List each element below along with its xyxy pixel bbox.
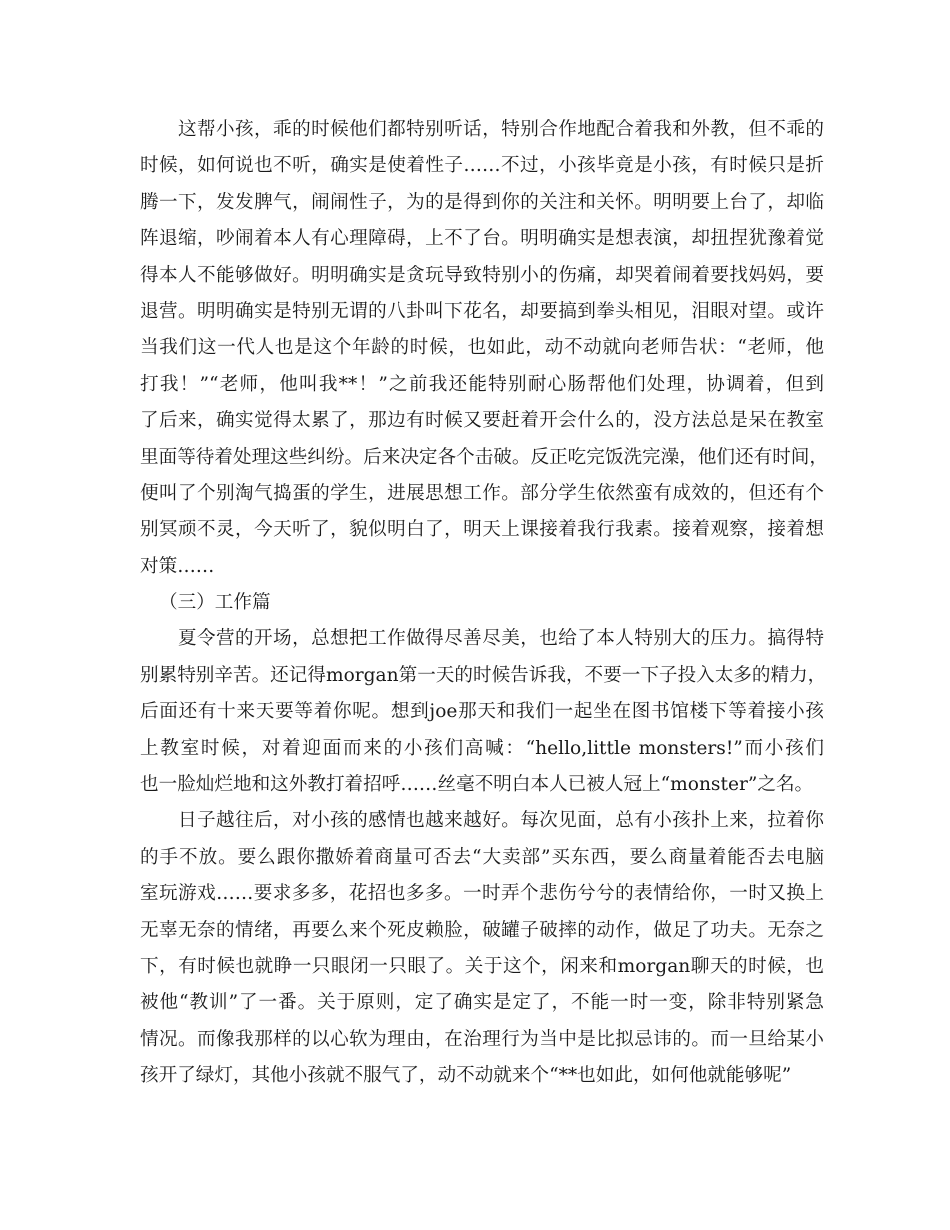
text-line: 夏令营的开场，总想把工作做得尽善尽美，也给了本人特别大的压力。搞得特	[178, 628, 824, 650]
text-line: 得本人不能够做好。明明确实是贪玩导致特别小的伤痛，却哭着闹着要找妈妈，要	[140, 264, 824, 286]
text-line: 退营。明明确实是特别无谓的八卦叫下花名，却要搞到拳头相见，泪眼对望。或许	[140, 300, 824, 322]
text-line: 阵退缩，吵闹着本人有心理障碍，上不了台。明明确实是想表演，却扭捏犹豫着觉	[140, 228, 824, 250]
text-line: 室玩游戏……要求多多，花招也多多。一时弄个悲伤兮兮的表情给你，一时又换上	[140, 883, 824, 905]
text-line: 情况。而像我那样的以心软为理由，在治理行为当中是比拟忌讳的。而一旦给某小	[140, 1028, 824, 1050]
text-line: 日子越往后，对小孩的感情也越来越好。每次见面，总有小孩扑上来，拉着你	[178, 810, 824, 832]
text-line: 无辜无奈的情绪，再要么来个死皮赖脸，破罐子破摔的动作，做足了功夫。无奈之	[140, 919, 824, 941]
text-line: 时候，如何说也不听，确实是使着性子……不过，小孩毕竟是小孩，有时候只是折	[140, 155, 824, 177]
text-line: 被他“教训”了一番。关于原则，定了确实是定了，不能一时一变，除非特别紧急	[140, 992, 824, 1014]
text-line: 腾一下，发发脾气，闹闹性子，为的是得到你的关注和关怀。明明要上台了，却临	[140, 191, 824, 213]
text-line: 里面等待着处理这些纠纷。后来决定各个击破。反正吃完饭洗完澡，他们还有时间，	[140, 446, 828, 468]
text-line: 后面还有十来天要等着你呢。想到joe那天和我们一起坐在图书馆楼下等着接小孩	[140, 701, 824, 723]
text-line: 打我！”“老师，他叫我**！”之前我还能特别耐心肠帮他们处理，协调着，但到	[140, 373, 824, 395]
text-line: 别冥顽不灵，今天听了，貌似明白了，明天上课接着我行我素。接着观察，接着想	[140, 519, 824, 541]
paragraph-2	[140, 621, 827, 803]
text-line: 这帮小孩，乖的时候他们都特别听话，特别合作地配合着我和外教，但不乖的	[178, 119, 824, 140]
text-line: 的手不放。要么跟你撒娇着商量可否去“大卖部”买东西，要么商量着能否去电脑	[140, 846, 824, 868]
text-line: 了后来，确实觉得太累了，那边有时候又要赶着开会什么的，没方法总是呆在教室	[140, 410, 824, 432]
text-line: 对策……	[140, 555, 215, 577]
document-page	[140, 112, 828, 1095]
text-line: 别累特别辛苦。还记得morgan第一天的时候告诉我，不要一下子投入太多的精力，	[140, 664, 827, 686]
text-line: 也一脸灿烂地和这外教打着招呼……丝毫不明白本人已被人冠上“monster”之名。	[140, 774, 814, 796]
section-heading: （三）工作篇	[159, 592, 271, 614]
text-line: 上教室时候，对着迎面而来的小孩们高喊：“hello,little monsters!”而小孩们	[140, 737, 824, 759]
text-line: 孩开了绿灯，其他小孩就不服气了，动不动就来个“**也如此，如何他就能够呢”	[140, 1065, 792, 1087]
text-line: 当我们这一代人也是这个年龄的时候，也如此，动不动就向老师告状：“老师，他	[140, 337, 824, 359]
paragraph-3	[140, 803, 824, 1094]
paragraph-1	[140, 112, 828, 585]
text-line: 便叫了个别淘气捣蛋的学生，进展思想工作。部分学生依然蛮有成效的，但还有个	[140, 482, 824, 504]
text-line: 下，有时候也就睁一只眼闭一只眼了。关于这个，闲来和morgan聊天的时候，也	[140, 955, 824, 977]
